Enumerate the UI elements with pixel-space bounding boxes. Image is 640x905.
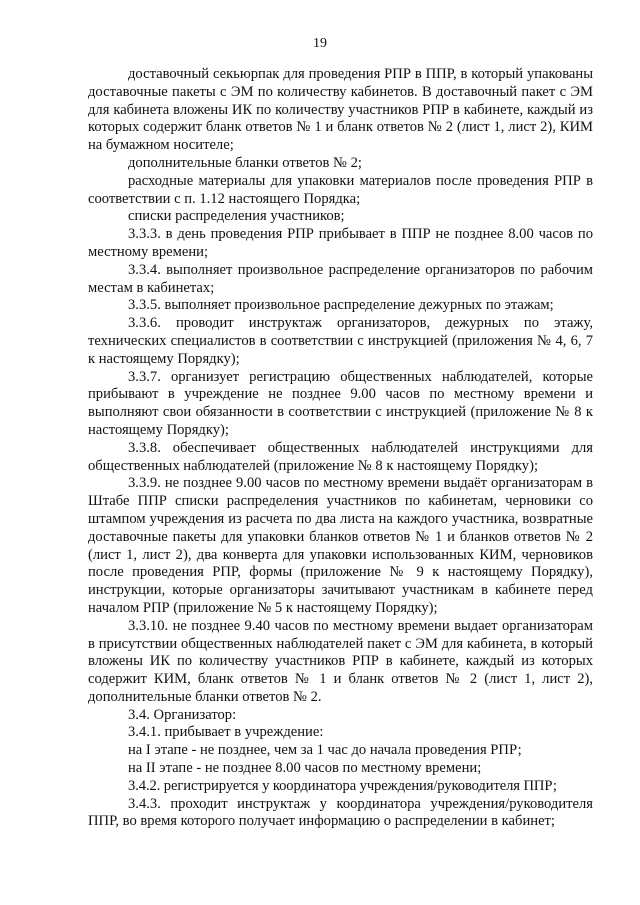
paragraph-3-4-1: 3.4.1. прибывает в учреждение: [128,724,324,741]
paragraph-extra-forms: дополнительные бланки ответов № 2; [128,154,362,171]
paragraph-3-3-6: 3.3.6. проводит инструктаж организаторов, дежурных по этажу, технических специалистов в соответствии с инструкцией (приложения № 4, 6, 7 к настоящему Порядку); [88,315,593,367]
paragraph-stage-1: на I этапе - не позднее, чем за 1 час до начала проведения РПР; [128,742,522,759]
document-body [88,66,593,831]
paragraph-3-4-3: 3.4.3. проходит инструктаж у координатора учреждения/руководителя ППР, во время которого получает информацию о распределении в кабинет; [88,795,593,830]
paragraph-consumables: расходные материалы для упаковки материалов после проведения РПР в соответствии с п. 1.12 настоящего Порядка; [88,172,593,207]
paragraph-3-3-7: 3.3.7. организует регистрацию общественных наблюдателей, которые прибывают в учреждение не позднее 9.00 часов по местному времени и выполняют свои обязанности в соответствии с инструкцией (приложение № 8 к настоящему Порядку); [88,368,593,438]
paragraph-distribution-lists: списки распределения участников; [128,208,345,225]
paragraph-3-3-4: 3.3.4. выполняет произвольное распределение организаторов по рабочим местам в кабинетах; [88,261,593,296]
paragraph-3-3-10: 3.3.10. не позднее 9.40 часов по местному времени выдает организаторам в присутствии общественных наблюдателей пакет с ЭМ для кабинета, в который вложены ИК по количеству участников РПР в кабинете, каждый из которых содержит КИМ, бланк ответов № 1 и бланк ответов № 2 (лист 1, лист 2), дополнительные бланки ответов № 2. [88,617,593,705]
page-number: 19 [313,36,327,51]
paragraph-3-3-8: 3.3.8. обеспечивает общественных наблюдателей инструкциями для общественных наблюдателей (приложение № 8 к настоящему Порядку); [88,439,593,474]
paragraph-3-3-9: 3.3.9. не позднее 9.00 часов по местному времени выдаёт организаторам в Штабе ППР списки распределения участников по кабинетам, черновики со штампом учреждения из расчета по два листа на каждого участника, возвратные доставочные пакеты для упаковки бланков ответов № 1 и бланков ответов № 2 (лист 1, лист 2), два конверта для упаковки использованных КИМ, черновиков после проведения РПР, формы (приложение № 9 к настоящему Порядку), инструкции, которые организаторы зачитывают участникам в кабинете перед началом РПР (приложение № 5 к настоящему Порядку); [88,475,593,616]
paragraph-sekyurpak: доставочный секьюрпак для проведения РПР в ППР, в который упакованы доставочные пакеты с ЭМ по количеству кабинетов. В доставочный пакет с ЭМ для кабинета вложены ИК по количеству участников РПР в кабинете, каждый из которых содержит бланк ответов № 1 и бланк ответов № 2 (лист 1, лист 2), КИМ на бумажном носителе; [88,66,593,154]
paragraph-3-3-3: 3.3.3. в день проведения РПР прибывает в ППР не позднее 8.00 часов по местному времени; [88,226,593,260]
paragraph-3-4-2: 3.4.2. регистрируется у координатора учреждения/руководителя ППР; [128,777,557,794]
paragraph-stage-2: на II этапе - не позднее 8.00 часов по местному времени; [128,760,482,777]
paragraph-3-4: 3.4. Организатор: [128,706,237,723]
paragraph-3-3-5: 3.3.5. выполняет произвольное распределение дежурных по этажам; [128,297,554,314]
